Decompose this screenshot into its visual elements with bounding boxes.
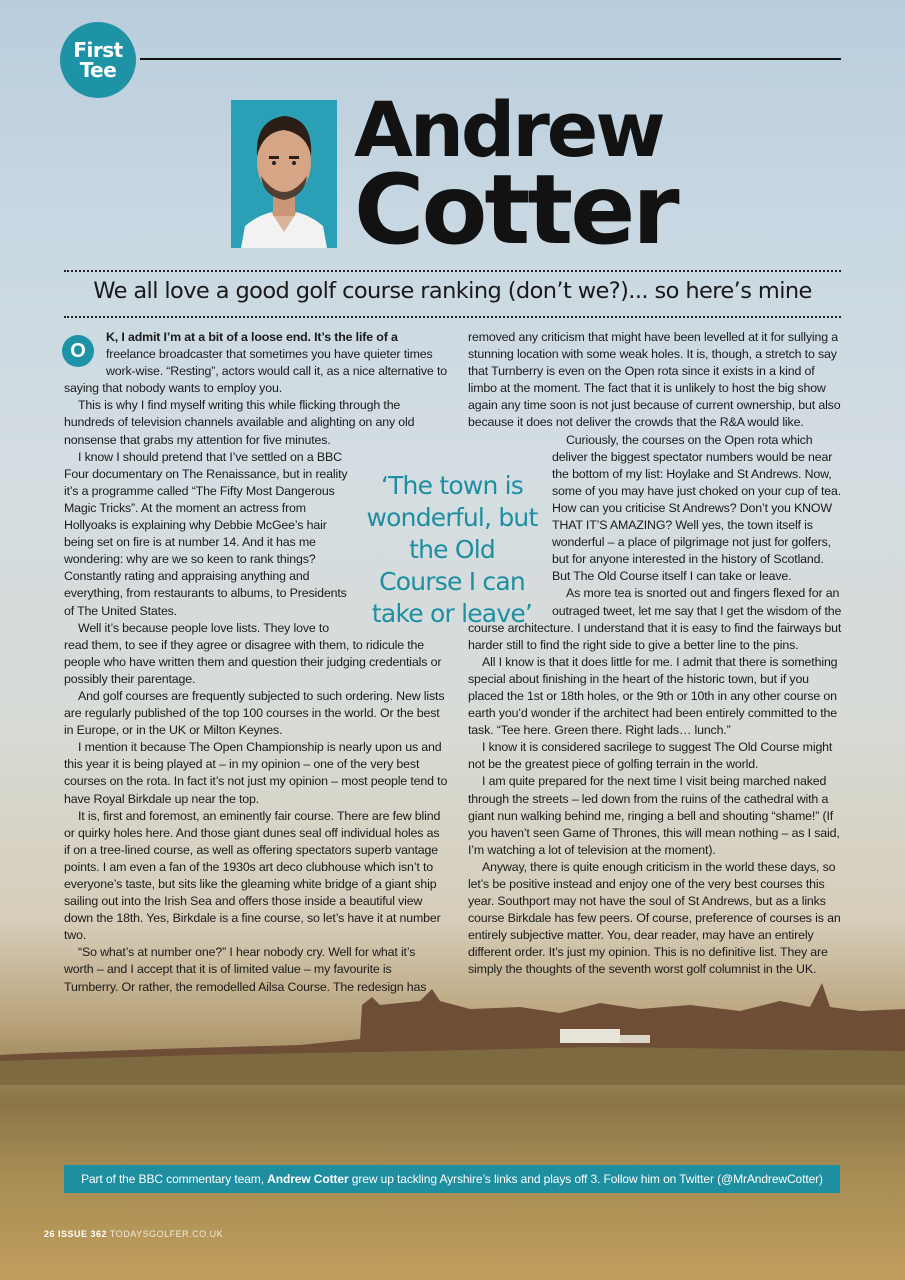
standfirst-bottom-rule: [64, 316, 841, 318]
article-paragraph: [64, 329, 448, 397]
article-paragraph: “So what’s at number one?” I hear nobody cry. Well for what it’s worth – and I accept that it is of limited value – my favourite is Turnberry. Or rather, the remodelled Ailsa Course. The redesign has: [64, 945, 427, 994]
caption-text-pre: Part of the BBC commentary team,: [81, 1172, 268, 1186]
lead-paragraph-text: freelance broadcaster that sometimes you have quieter times work-wise. “Resting”, actors would call it, as a nice alternative to saying that nobody wants to employ you.: [64, 347, 448, 396]
article-column-left: [64, 329, 448, 996]
article-paragraph: This is why I find myself writing this while flicking through the hundreds of television channels available and alighting on any old nonsense that grabs my attention for five minutes.: [64, 398, 415, 447]
issue-number: ISSUE 362: [58, 1229, 108, 1239]
article-paragraph: Well it’s because people love lists. They love to read them, to see if they agree or disagree with them, to ridicule the people who have written them and question their judging credentials or possibly their parentage.: [64, 620, 442, 686]
pull-quote: ‘The town is wonderful, but the Old Course I can take or leave’: [366, 471, 538, 628]
article-paragraph: Anyway, there is quite enough criticism in the world these days, so let’s be positive instead and enjoy one of the very best courses this year. Southport may not have the soul of St Andrews, but as a links course Birkdale has few peers. Of course, preference of courses is an entirely subjective matter. You, dear reader, may have an entirely different order. It’s just my opinion. This is no definitive list. They are simply the thoughts of the seventh worst golf columnist in the UK.: [468, 859, 841, 977]
article-column-right: [468, 329, 842, 979]
standfirst: We all love a good golf course ranking (don’t we?)... so here’s mine: [93, 278, 812, 304]
headline-last-name: Cotter: [354, 154, 677, 266]
headline-name: [354, 85, 677, 266]
page-folio: [44, 1229, 223, 1239]
website-url: TODAYSGOLFER.CO.UK: [109, 1229, 224, 1239]
caption-text-post: grew up tackling Ayrshire’s links and plays off 3. Follow him on Twitter (@MrAndrewCotter): [348, 1172, 823, 1186]
article-paragraph: I know it is considered sacrilege to suggest The Old Course might not be the greatest piece of golfing terrain in the world.: [468, 740, 833, 772]
article-paragraph: As more tea is snorted out and fingers flexed for an outraged tweet, let me say that I get the wisdom of the course architecture. I understand that it is easy to find the fairways but harder still to find the right side to give a better line to the pins.: [468, 586, 842, 652]
article-paragraph-text: I know I should pretend that I’ve settled on a BBC Four documentary on The Renaissance, but in reality it’s a programme called “The Fifty Most Dangerous Magic Tricks”. At the moment an actress from Hollyoaks is explaining why Debbie McGee’s hair being set on fire is at number 14. And it has me wondering: why are we so keen to rank things? Constantly rating and appraising anything and everything, from restaurants to albums, to Presidents of The United States.: [64, 449, 348, 618]
headline-first-name: Andrew: [354, 85, 663, 174]
article-paragraph: And golf courses are frequently subjected to such ordering. New lists are regularly published of the top 100 courses in the world. Or the best in Europe, or in the UK or Milton Keynes.: [64, 688, 445, 738]
article-paragraph: It is, first and foremost, an eminently fair course. There are few blind or quirky holes here. And those giant dunes seal off individual holes as if on a tree-lined course, as well as offering spectators superb vantage points. I am even a fan of the 1930s art deco clubhouse which isn’t to everyone’s taste, but sits like the gleaming white bridge of a giant ship sailing out into the Irish Sea and offers those inside a beautiful view down the 18th. Yes, Birkdale is a fine course, so let’s have it at number two.: [64, 808, 441, 943]
columnist-portrait: [231, 100, 337, 248]
caption-name: Andrew Cotter: [267, 1172, 349, 1186]
badge-line1: First: [73, 38, 123, 62]
badge-line2: Tee: [79, 58, 117, 82]
header-rule: [140, 58, 841, 60]
photo-caption: [64, 1165, 840, 1193]
article-paragraph: I mention it because The Open Championship is nearly upon us and this year it is being played at – in my opinion – one of the very best courses on the rota. In fact it’s not just my opinion – most people tend to have Royal Birkdale up near the top.: [64, 740, 448, 806]
lead-in-bold: K, I admit I’m at a bit of a loose end. It’s the life of a: [106, 330, 398, 344]
st-andrews-skyline-image: [0, 975, 905, 1085]
article-paragraph: I am quite prepared for the next time I visit being marched naked through the streets – led down from the ruins of the cathedral with a giant nun walking behind me, ringing a bell and shouting “shame!” (If you haven’t seen Game of Thrones, this will mean nothing – as I said, I’m watching a lot of television at the moment).: [468, 774, 840, 857]
section-badge: [60, 22, 136, 98]
article-paragraph: All I know is that it does little for me. I admit that there is something special about finishing in the heart of the historic town, but if you placed the 1st or 18th holes, or the 9th or 10th in any other course on earth you’d wonder if the architect had been entirely committed to the task. “Tee here. Green there. Right lads… lunch.”: [468, 654, 838, 738]
article-paragraph: removed any criticism that might have been levelled at it for sullying a stunning location with some weak holes. It is, though, a stretch to say that Turnberry is even on the Open rota since it exists in a kind of limbo at the moment. The fact that it is unlikely to host the big show again any time soon is not just because of current ownership, but also because it does not deliver the crowds that the R&A would like.: [468, 330, 841, 430]
portrait-illustration: [231, 100, 337, 248]
drop-cap: O: [62, 335, 94, 367]
standfirst-top-rule: [64, 270, 841, 272]
page-number: 26: [44, 1229, 56, 1239]
article-paragraph-text: Curiously, the courses on the Open rota which deliver the biggest spectator numbers would be near the bottom of my list: Hoylake and St Andrews. Now, some of you may have just choked on your cup of tea. How can you criticise St Andrews? Don’t you KNOW THAT IT’S AMAZING? Well yes, the town itself is wonderful – a place of pilgrimage not just for golfers, but for anyone interested in the history of Scotland. But The Old Course itself I can take or leave.: [552, 432, 842, 584]
